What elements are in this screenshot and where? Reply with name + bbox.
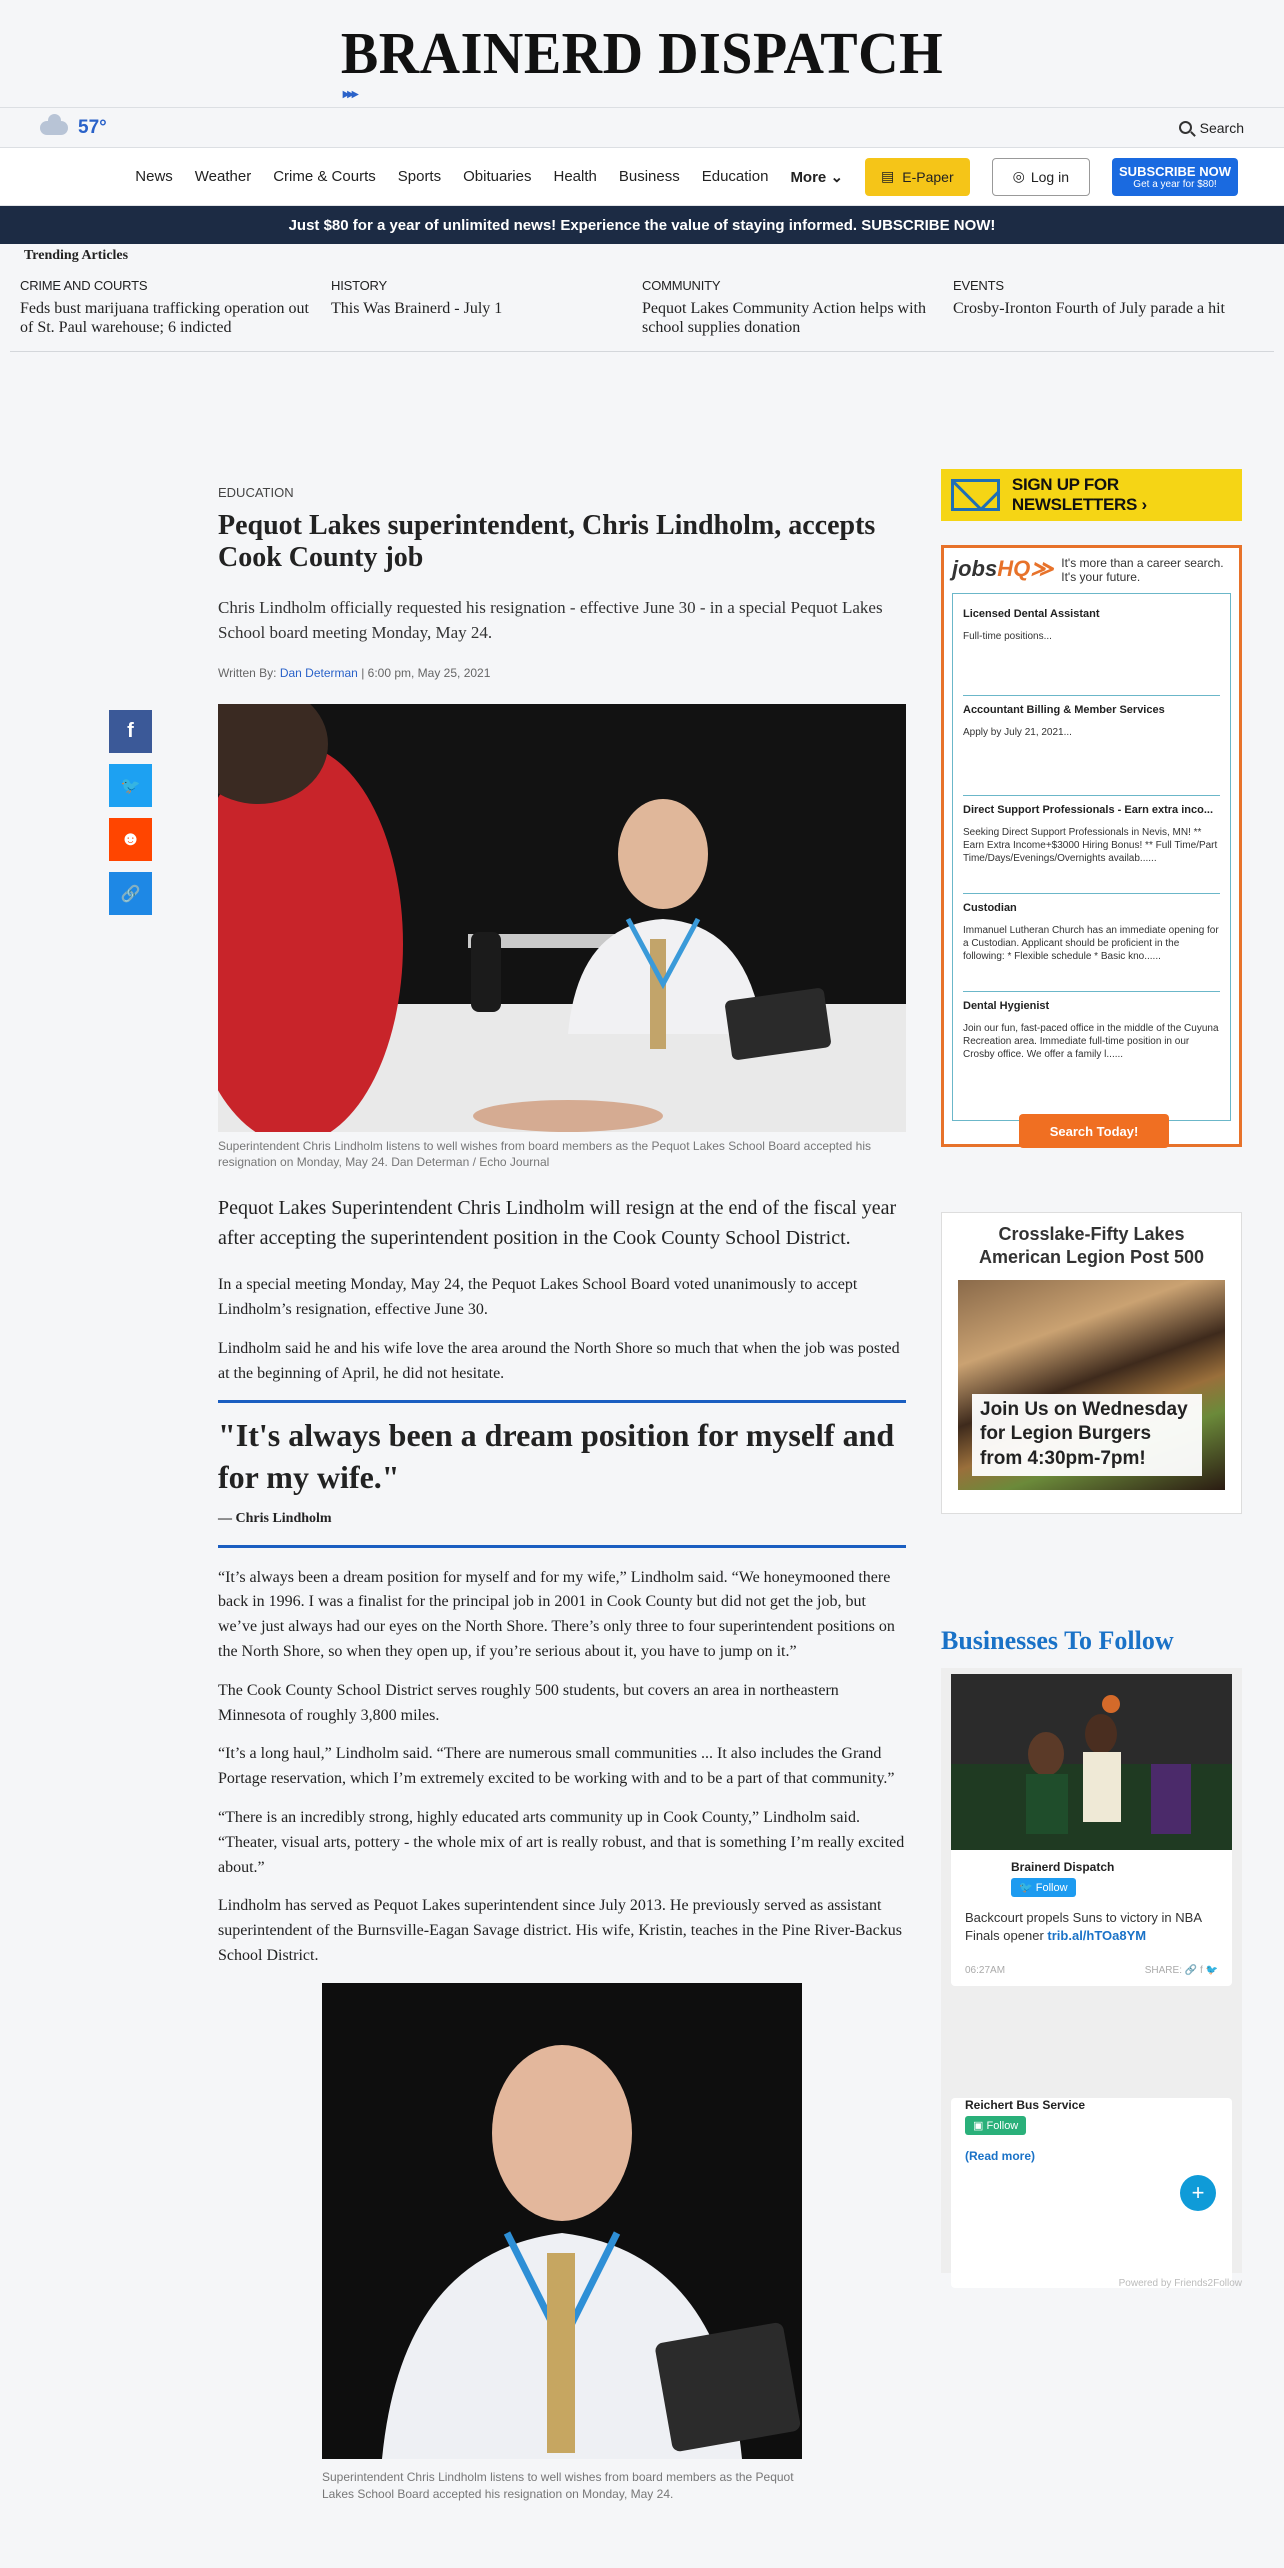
jobshq-logo-a: jobs xyxy=(952,556,998,581)
nav-education[interactable]: Education xyxy=(701,168,769,185)
share-twitter-icon[interactable]: 🐦 xyxy=(1205,1965,1218,1977)
twitter-follow-label: Follow xyxy=(1035,1882,1068,1894)
nav-news[interactable]: News xyxy=(135,168,173,185)
trending-item[interactable] xyxy=(953,278,1264,337)
photo-caption-2: Superintendent Chris Lindholm listens to well wishes from board members as the Pequot Lakes School Board accepted his resignation on Monday, May 24. xyxy=(322,2469,794,2501)
share-link-icon[interactable]: 🔗 xyxy=(1184,1965,1198,1977)
newsletter-label: SIGN UP FOR NEWSLETTERS › xyxy=(1011,475,1147,514)
weather-widget[interactable] xyxy=(40,117,107,139)
search-label: Search xyxy=(1199,119,1244,136)
photo-caption: Superintendent Chris Lindholm listens to well wishes from board members as the Pequot Lakes School Board accepted his resignation on Monday, May 24. Dan Determan / Echo Journal xyxy=(218,1138,872,1170)
article-paragraph: “It’s always been a dream position for myself and for my wife,” Lindholm said. “We honeymooned there back in 1996. I was a finalist for the principal job in 2001 in Cook County but did not get the job, but we’ve just always had our eyes on the North Shore. There’s only three to four superintendent positions on the North Shore, so when they open up, if you’re serious about it, you have to jump on it.” xyxy=(218,1568,895,1661)
trending-articles xyxy=(10,244,1274,352)
promo-banner[interactable]: Just $80 for a year of unlimited news! Experience the value of staying informed. SUBSCRIBE NOW! xyxy=(0,206,1284,244)
share-facebook-icon[interactable]: f xyxy=(1199,1965,1203,1977)
photo-illustration xyxy=(218,704,906,1132)
article-paragraph: “There is an incredibly strong, highly educated arts community up in Cook County,” Lindholm said. “Theater, visual arts, pottery - the whole mix of art is really robust, and that is something I’m really excited about.” xyxy=(218,1809,905,1876)
nav-more-label: More xyxy=(790,168,827,186)
job-desc: Join our fun, fast-paced office in the middle of the Cuyuna Recreation area. Immediate full-time position in our Crosby office. We offer a family l...... xyxy=(963,1022,1219,1060)
follow-button[interactable] xyxy=(965,2116,1026,2135)
sidebar xyxy=(941,469,1242,2289)
trending-title: Trending Articles xyxy=(24,248,129,263)
legion-title: Crosslake-Fifty Lakes American Legion Post 500 xyxy=(978,1224,1205,1268)
chevron-down-icon: ⌄ xyxy=(830,168,844,186)
business-post-text: Backcourt propels Suns to victory in NBA Finals opener xyxy=(965,1910,1202,1944)
trending-headline[interactable]: Feds bust marijuana trafficking operation out of St. Paul warehouse; 6 indicted xyxy=(20,300,309,337)
weather-bar xyxy=(0,108,1284,148)
search-jobs-button[interactable]: Search Today! xyxy=(1019,1114,1169,1148)
trending-headline[interactable]: This Was Brainerd - July 1 xyxy=(331,300,503,317)
article-photo[interactable] xyxy=(218,704,906,1132)
share-label: SHARE: xyxy=(1144,1965,1182,1977)
user-icon: ◎ xyxy=(1012,168,1025,184)
jobshq-logo[interactable] xyxy=(952,556,1053,582)
trending-category: EVENTS xyxy=(953,278,1004,293)
powered-by[interactable]: Powered by Friends2Follow xyxy=(1118,2278,1242,2289)
article xyxy=(218,485,906,2502)
twitter-icon: 🐦 xyxy=(120,777,141,795)
newspaper-icon: ▤ xyxy=(881,168,895,184)
jobs-widget xyxy=(941,545,1242,1147)
article-dek: Chris Lindholm officially requested his resignation - effective June 30 - in a special Pequot Lakes School board meeting Monday, May 24. xyxy=(218,598,883,643)
article-photo-2[interactable] xyxy=(322,1983,802,2459)
share-reddit-button[interactable] xyxy=(109,818,152,861)
article-paragraph: The Cook County School District serves roughly 500 students, but covers an area in northeastern Minnesota of roughly 3,800 miles. xyxy=(218,1681,839,1724)
share-twitter-button[interactable] xyxy=(109,764,152,807)
businesses-to-follow-widget xyxy=(941,1668,1242,2289)
author-link[interactable]: Dan Determan xyxy=(279,665,358,680)
jobshq-logo-b: HQ xyxy=(997,556,1031,581)
copy-link-button[interactable] xyxy=(109,872,152,915)
nav-crime-courts[interactable]: Crime & Courts xyxy=(273,168,376,185)
trending-category: HISTORY xyxy=(331,278,387,293)
job-desc: Full-time positions... xyxy=(963,630,1052,642)
subscribe-label: SUBSCRIBE NOW xyxy=(1119,163,1231,179)
pull-quote xyxy=(218,1400,906,1547)
share-facebook-button[interactable] xyxy=(109,710,152,753)
business-name[interactable]: Brainerd Dispatch xyxy=(1011,1860,1115,1874)
job-listing[interactable] xyxy=(963,796,1220,894)
subscribe-sublabel: Get a year for $80! xyxy=(1133,178,1217,190)
job-listing[interactable] xyxy=(963,894,1220,992)
reddit-icon: ☻ xyxy=(119,828,142,850)
search-button[interactable] xyxy=(1179,120,1244,136)
business-name[interactable]: Reichert Bus Service xyxy=(965,2098,1086,2113)
legion-promo: Join Us on Wednesday for Legion Burgers from 4:30pm-7pm! xyxy=(972,1394,1202,1476)
post-meta xyxy=(951,1945,1232,1976)
job-desc: Apply by July 21, 2021... xyxy=(963,726,1072,738)
follow-icon: ▣ xyxy=(973,2120,984,2133)
twitter-bird-icon: 🐦 xyxy=(1019,1882,1033,1894)
article-paragraph: Lindholm has served as Pequot Lakes superintendent since July 2013. He previously served as assistant superintendent of the Burnsville-Eagan Savage district. His wife, Kristin, teaches in the Pine River-Backus School District. xyxy=(218,1897,902,1964)
pull-quote-attribution: — Chris Lindholm xyxy=(218,1510,332,1526)
newsletter-signup-button[interactable] xyxy=(941,469,1242,521)
job-title[interactable]: Custodian xyxy=(963,901,1017,914)
nav-business[interactable]: Business xyxy=(618,168,680,185)
business-post xyxy=(951,1897,1232,1945)
masthead xyxy=(0,0,1284,108)
login-button[interactable] xyxy=(992,158,1090,196)
envelope-icon xyxy=(951,479,1000,511)
job-title[interactable]: Direct Support Professionals - Earn extra inco... xyxy=(963,803,1214,816)
article-paragraph: “It’s a long haul,” Lindholm said. “There are numerous small communities ... It also includes the Grand Portage reservation, which I’m extremely excited to be working with and to be a part of that community.” xyxy=(218,1745,895,1788)
epaper-label: E-Paper xyxy=(902,168,954,185)
cloud-icon xyxy=(40,121,68,135)
publish-time: | 6:00 pm, May 25, 2021 xyxy=(361,665,491,680)
business-post-link[interactable]: trib.al/hTOa8YM xyxy=(1047,1928,1147,1944)
legion-ad[interactable] xyxy=(941,1212,1242,1514)
nav-sports[interactable]: Sports xyxy=(397,168,442,185)
byline xyxy=(218,666,906,680)
follow-label: Follow xyxy=(986,2120,1019,2133)
jobs-list[interactable] xyxy=(952,593,1231,1121)
article-headline: Pequot Lakes superintendent, Chris Lindholm, accepts Cook County job xyxy=(218,510,876,574)
trending-item[interactable] xyxy=(331,278,642,337)
photo-2-illustration xyxy=(322,1983,802,2459)
basketball-photo[interactable] xyxy=(951,1674,1232,1850)
nav-obituaries[interactable]: Obituaries xyxy=(463,168,532,185)
jobshq-swoosh-icon: ≫ xyxy=(1030,556,1054,581)
search-icon xyxy=(1179,121,1192,134)
job-listing[interactable] xyxy=(963,696,1220,796)
burger-photo xyxy=(958,1280,1225,1490)
article-paragraph: Lindholm said he and his wife love the area around the North Shore so much that when the job was posted at the beginning of April, he did not hesitate. xyxy=(218,1339,900,1382)
nav-weather[interactable]: Weather xyxy=(194,168,252,185)
link-icon: 🔗 xyxy=(120,885,141,903)
article-lead: Pequot Lakes Superintendent Chris Lindholm will resign at the end of the fiscal year after accepting the superintendent position in the Cook County School District. xyxy=(218,1197,897,1250)
jobs-tagline: It's more than a career search. It's your future. xyxy=(1061,556,1224,585)
article-paragraph: In a special meeting Monday, May 24, the Pequot Lakes School Board voted unanimously to accept Lindholm’s resignation, effective June 30. xyxy=(218,1276,858,1319)
job-listing[interactable] xyxy=(963,600,1220,696)
article-section[interactable]: EDUCATION xyxy=(218,485,294,500)
read-more-link[interactable]: (Read more) xyxy=(965,2149,1036,2164)
trending-category: CRIME AND COURTS xyxy=(20,278,148,293)
login-label: Log in xyxy=(1030,168,1069,185)
byline-prefix: Written By: xyxy=(218,665,277,680)
pull-quote-text: "It's always been a dream position for myself and for my wife." xyxy=(218,1417,895,1496)
business-card xyxy=(951,1674,1232,1986)
nav-health[interactable]: Health xyxy=(553,168,597,185)
temperature: 57° xyxy=(78,116,107,138)
subscribe-button[interactable] xyxy=(1112,158,1238,196)
main-nav xyxy=(0,148,1284,206)
trending-headline[interactable]: Crosby-Ironton Fourth of July parade a hit xyxy=(953,300,1225,317)
facebook-icon: f xyxy=(127,720,134,742)
site-logo-text: BRAINERD DISPATCH xyxy=(340,20,944,87)
post-time: 06:27AM xyxy=(965,1965,1006,1977)
site-logo[interactable] xyxy=(340,20,944,101)
plus-icon[interactable]: + xyxy=(1180,2175,1216,2211)
trending-category: COMMUNITY xyxy=(642,278,721,293)
job-title[interactable]: Dental Hygienist xyxy=(963,999,1050,1012)
job-title[interactable]: Licensed Dental Assistant xyxy=(963,607,1100,620)
twitter-follow-button[interactable] xyxy=(1011,1878,1076,1897)
share-row xyxy=(1145,1965,1218,1976)
businesses-to-follow-title: Businesses To Follow xyxy=(941,1626,1174,1655)
trending-item[interactable] xyxy=(642,278,953,337)
job-desc: Seeking Direct Support Professionals in Nevis, MN! ** Earn Extra Income+$3000 Hiring Bonus! ** Full Time/Part Time/Days/Evenings/Overnights availab...... xyxy=(963,826,1218,864)
job-listing[interactable] xyxy=(963,992,1220,1069)
epaper-button[interactable] xyxy=(865,158,970,196)
trending-headline[interactable]: Pequot Lakes Community Action helps with school supplies donation xyxy=(642,300,926,337)
job-title[interactable]: Accountant Billing & Member Services xyxy=(963,703,1165,716)
job-desc: Immanuel Lutheran Church has an immediate opening for a Custodian. Applicant should be proficient in the following: * Flexible schedule * Basic kno...... xyxy=(963,924,1219,962)
logo-arrows-icon: ▸▸▸ xyxy=(342,85,357,101)
nav-more[interactable] xyxy=(790,168,843,186)
trending-item[interactable] xyxy=(20,278,331,337)
basketball-illustration xyxy=(951,1674,1232,1850)
